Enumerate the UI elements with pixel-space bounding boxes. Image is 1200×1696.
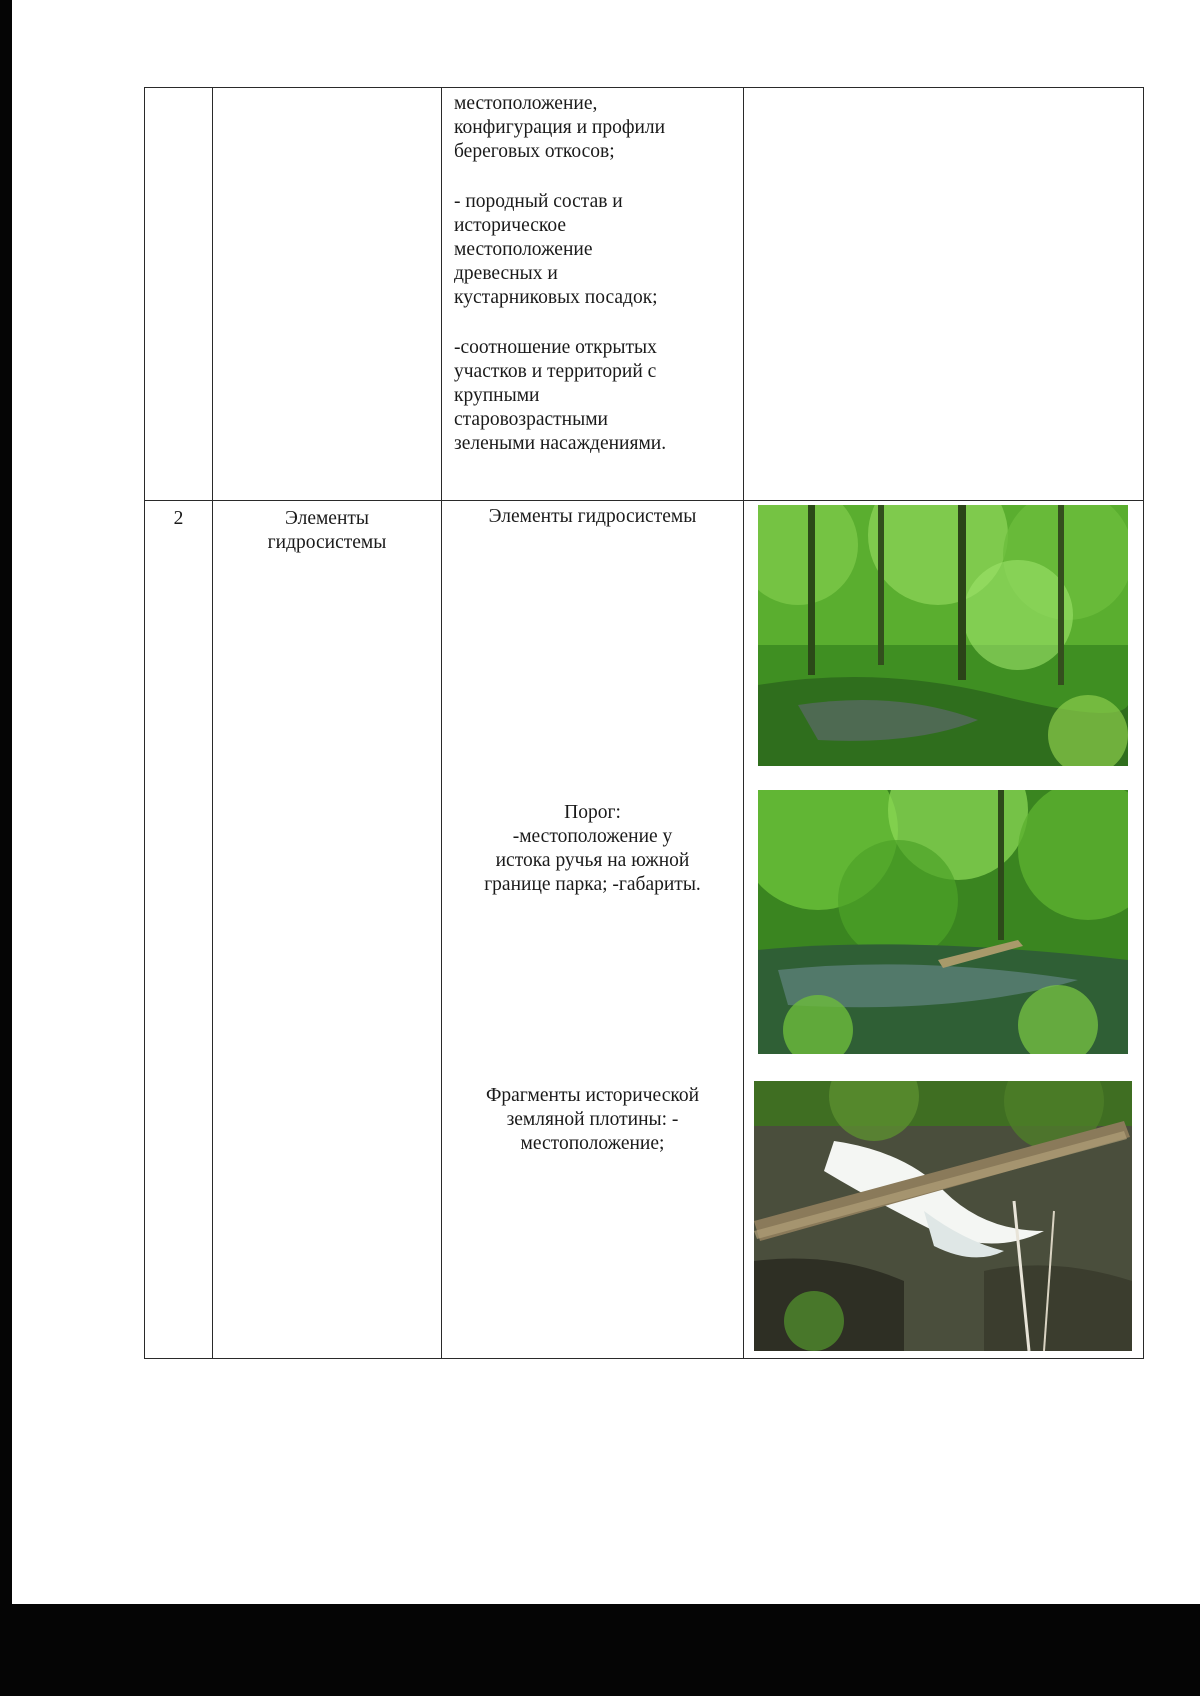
description-line: кустарниковых посадок; — [454, 287, 658, 308]
forest-stream-photo — [758, 505, 1128, 766]
heritage-elements-table — [144, 87, 1144, 1359]
description-line: крупными — [454, 385, 540, 406]
description-cell — [442, 501, 744, 1359]
description-line: местоположение, — [454, 93, 598, 114]
description-line: истока ручья на южной — [495, 850, 690, 871]
dam-cascade-image — [754, 1081, 1132, 1351]
description-line: - породный состав и — [454, 191, 623, 212]
row-number-cell — [145, 88, 213, 501]
element-name-line: Элементы — [284, 508, 370, 529]
dam-cascade-photo — [754, 1081, 1132, 1351]
description-line: зелеными насаждениями. — [454, 433, 667, 454]
description-line: местоположение; — [520, 1133, 665, 1154]
dam-description — [452, 1084, 733, 1156]
description-line: старовозрастными — [454, 409, 608, 430]
rapid-photo — [758, 790, 1128, 1054]
photo-cell-empty — [744, 88, 1144, 501]
element-name-cell — [213, 88, 442, 501]
forest-stream-image — [758, 505, 1128, 766]
description-line: Порог: — [564, 802, 621, 823]
paragraph-gap — [454, 164, 733, 190]
description-line: береговых откосов; — [454, 141, 615, 162]
description-line: -местоположение у — [512, 826, 673, 847]
table-row — [145, 88, 1144, 501]
rapid-description — [452, 801, 733, 897]
description-line: -соотношение открытых — [454, 337, 657, 358]
element-name-cell — [213, 501, 442, 1359]
description-line: местоположение — [454, 239, 593, 260]
description-line: земляной плотины: - — [506, 1109, 679, 1130]
rapid-image — [758, 790, 1128, 1054]
photo-cell — [744, 501, 1144, 1359]
row-number-cell: 2 — [145, 501, 213, 1359]
description-line: историческое — [454, 215, 567, 236]
table-row — [145, 501, 1144, 1359]
paragraph-gap — [454, 310, 733, 336]
description-line: конфигурация и профили — [454, 117, 666, 138]
description-line: участков и территорий с — [454, 361, 657, 382]
hydrosystem-heading — [452, 505, 733, 529]
description-line: древесных и — [454, 263, 558, 284]
description-cell — [442, 88, 744, 501]
scan-border-bottom — [0, 1604, 1200, 1696]
description-line: границе парка; -габариты. — [484, 874, 701, 895]
description-line: Элементы гидросистемы — [488, 506, 697, 527]
description-line: Фрагменты исторической — [485, 1085, 700, 1106]
element-name-line: гидросистемы — [267, 532, 387, 553]
scan-border-left — [0, 0, 12, 1696]
